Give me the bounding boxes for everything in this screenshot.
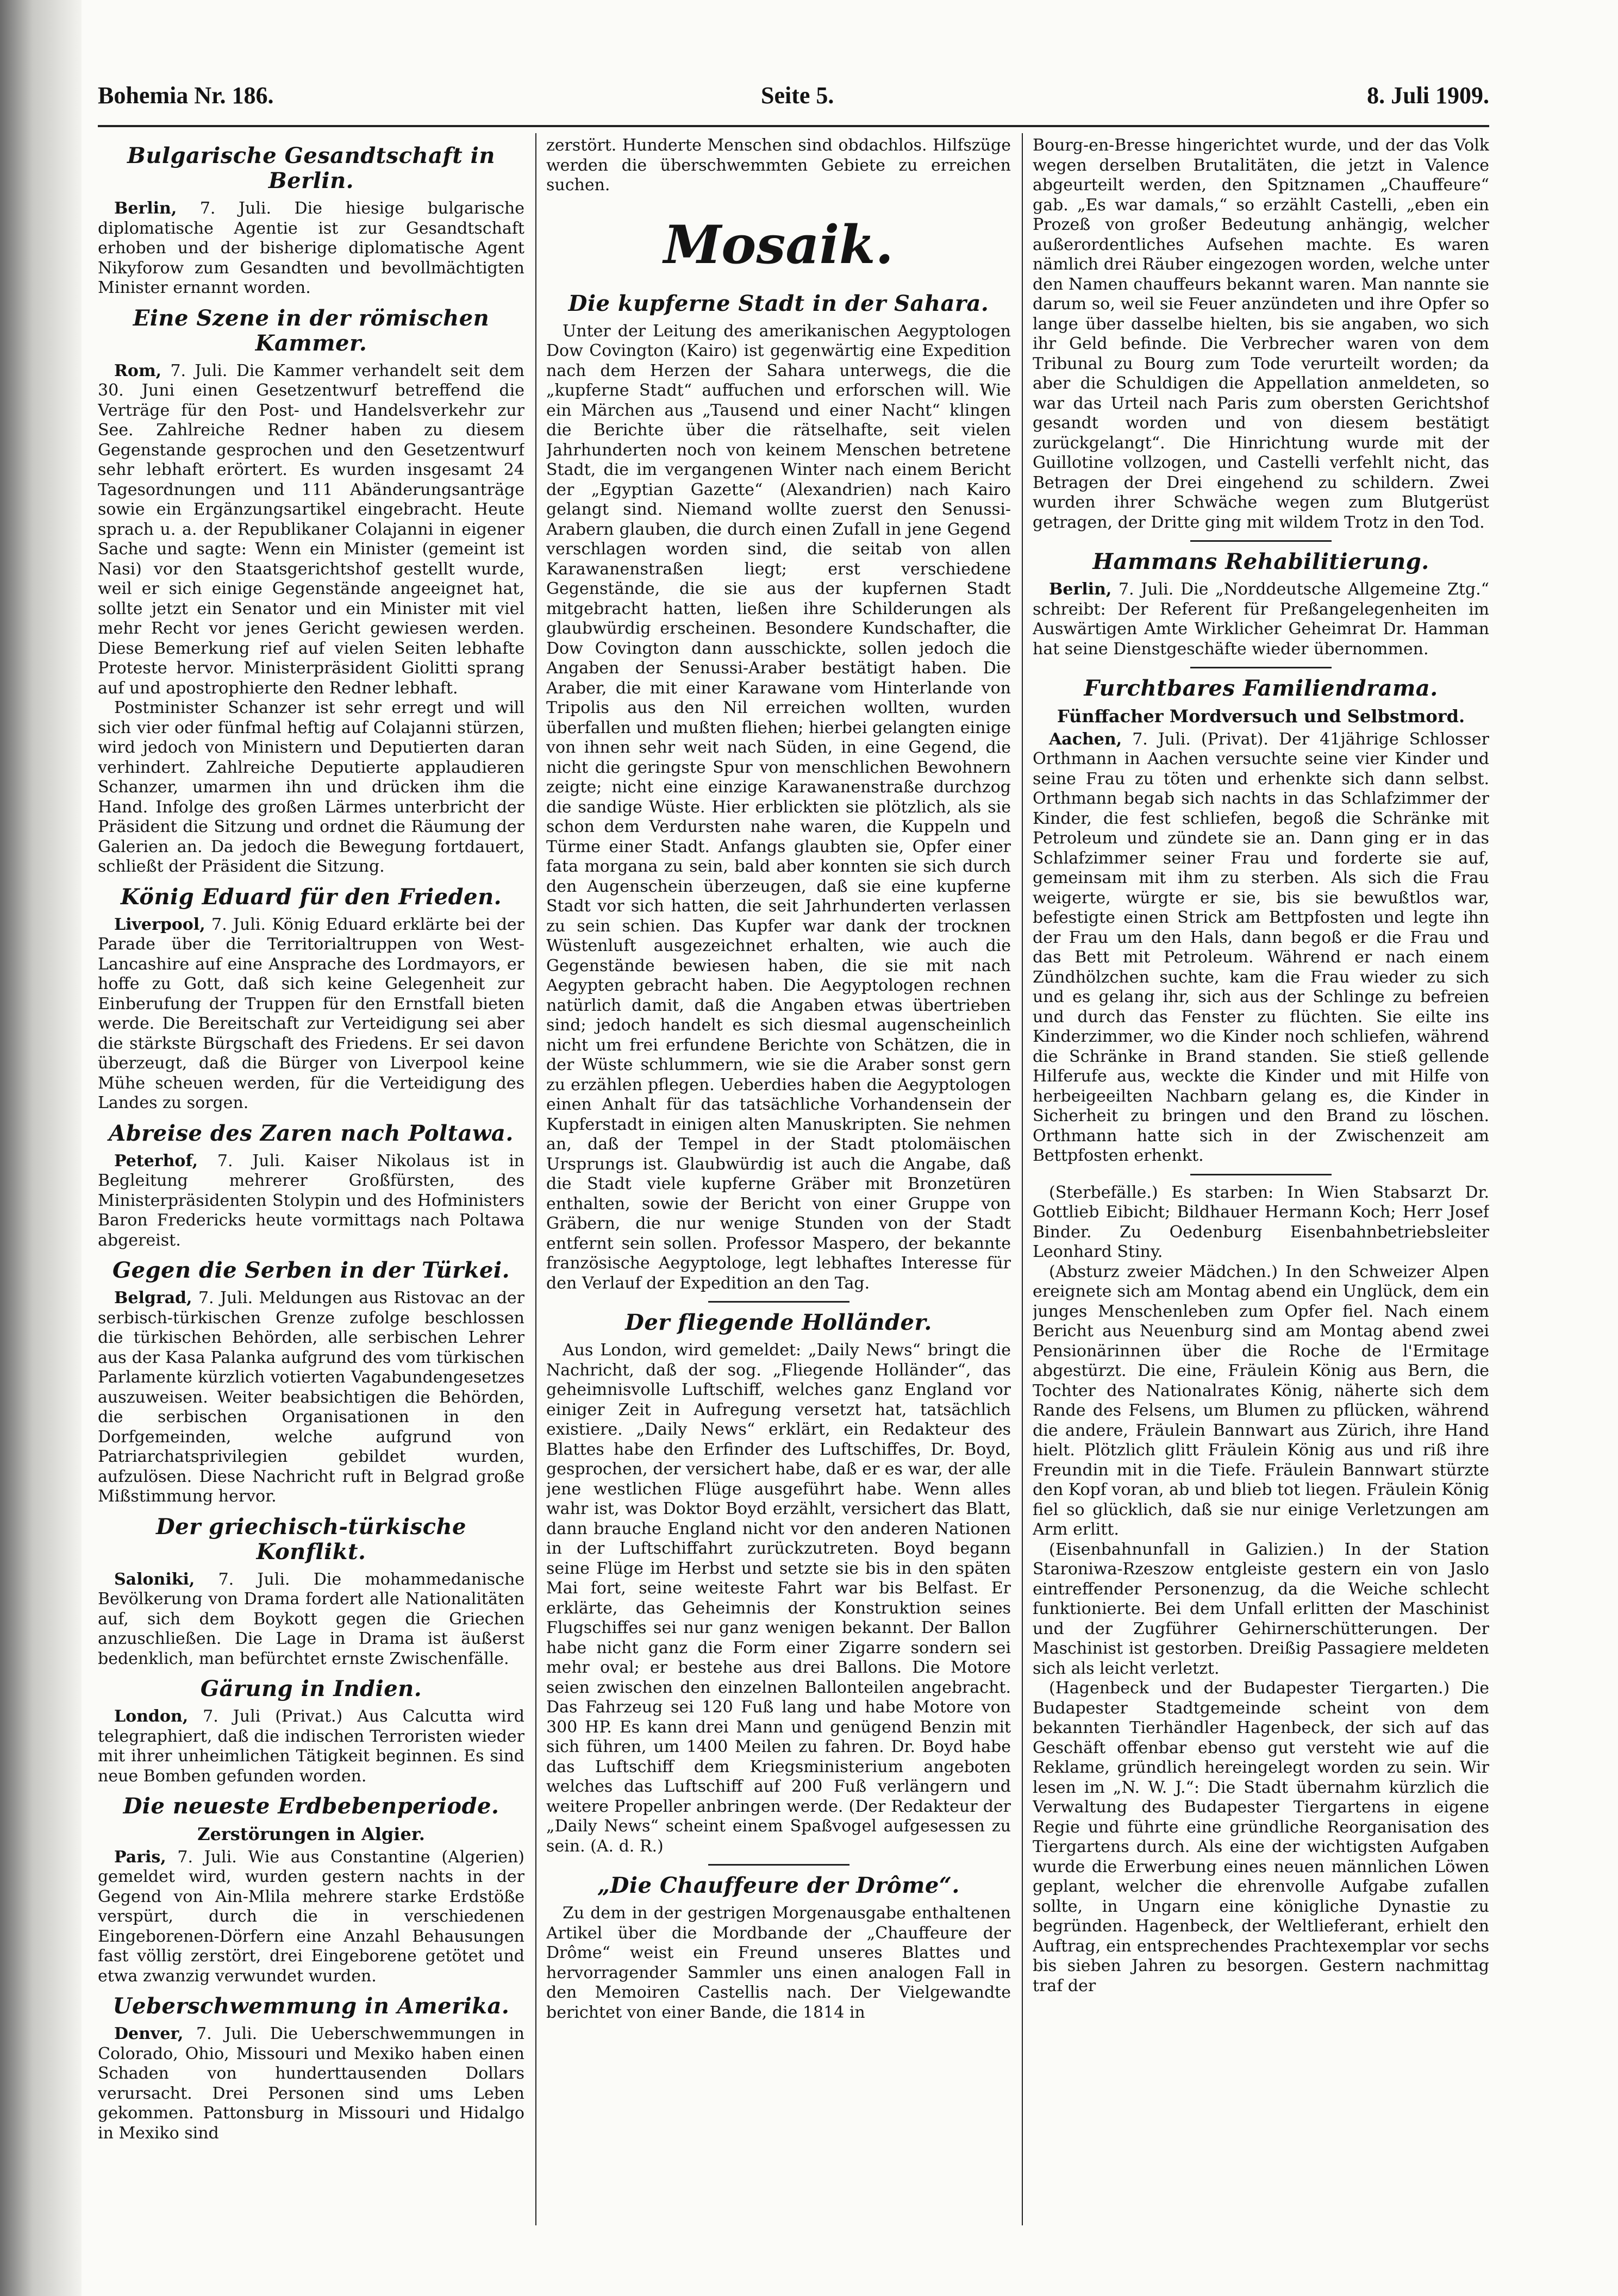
article-text: Unter der Leitung des amerikanischen Aegyptologen Dow Covington (Kairo) ist gegenwärtig eine Expedition nach dem Herzen der Sahara unterwegs, die die „kupferne Stadt“ auffuchen und erforschen will. Wie ein Märchen aus „Tausend und einer Nacht“ klingen die Berichte über die rätselhafte, seit vielen Jahrhunderten noch von keinem Menschen betretene Stadt, die im vergangenen Winter nach einem Bericht der „Egyptian Gazette“ (Alexandrien) nach Kairo gelangt sind. Niemand wollte zuerst den Senussi-Arabern glauben, die durch einen Zufall in jene Gegend verschlagen worden sind, die seitab von allen Karawanenstraßen liegt; erst verschiedene Gegenstände, die sie aus der kupfernen Stadt mitgebracht hatten, ließen ihre Schilderungen als glaubwürdig erscheinen. Besondere Kundschafter, die Dow Covington dann ausschickte, sollen jedoch die Angaben der Senussi-Araber bestätigt haben. Die Araber, die mit einer Karawane vom Hinterlande von Tripolis aus den Nil erreichen wollten, wurden überfallen und mußten fliehen; hierbei gelangten einige von ihnen sehr weit nach Süden, in eine Gegend, die nicht die geringste Spur von menschlichen Bewohnern zeigte; nicht eine einzige Karawanenstraße durchzog die sandige Wüste. Hier erblickten sie plötzlich, als sie schon dem Verdursten nahe waren, die Kuppeln und Türme einer Stadt. Anfangs glaubten sie, Opfer einer fata morgana zu sein, bald aber konnten sie sich durch den Augenschein überzeugen, daß sie eine kupferne Stadt vor sich hatten, die seit Jahrhunderten verlassen zu sein schien. Das Kupfer war dank der trocknen Wüstenluft ausgezeichnet erhalten, wie auch die Gegenstände bewiesen haben, die sie mit nach Aegypten gebracht haben. Die Aegyptologen rechnen natürlich damit, daß die Angaben etwas übertrieben sind; jedoch handelt es sich diesmal augenscheinlich nicht um frei erfundene Berichte von Schätzen, die in der Wüste schlummern, wie sie die Araber sonst gern zu erzählen pflegen. Ueberdies haben die Aegyptologen einen Anhalt für das tatsächliche Vorhandensein der Kupferstadt in einigen alten Manuskripten. Sie nehmen an, daß der Tempel in der Stadt ptolomäischen Ursprungs ist. Glaubwürdig ist auch die Angabe, daß die Stadt viele kupferne Gräber mit Bronzetüren enthalten, sowie der Bericht von einer Gruppe von Gräbern, die nur wenige Stunden von der Stadt entfernt sein sollen. Professor Maspero, der bekannte französische Aegyptologe, legt lebhaftes Interesse für den Verlauf der Expedition an den Tag. [546,321,1011,1293]
article [98,1258,524,1507]
header-rule [98,125,1489,127]
article-text: 7. Juli. Die hiesige bulgarische diplomatische Agentie ist zur Gesandtschaft erhoben und der bisherige diplomatische Agent Nikyforow zum Gesandten und bevollmächtigten Minister ernannt worden. [98,199,524,297]
article [1033,549,1489,659]
article [546,1310,1011,1856]
article [98,1794,524,1986]
article-text: 7. Juli. Die „Norddeutsche Allgemeine Ztg.“ schreibt: Der Referent für Preßangelegenheiten im Auswärtigen Amte Wirklicher Geheimrat Dr. Hamman hat seine Dienstgeschäfte wieder übernommen. [1033,580,1489,659]
article [98,1121,524,1251]
article-text: Zu dem in der gestrigen Morgenausgabe enthaltenen Artikel über die Mordbande der „Chauffeure der Drôme“ weist ein Freund unseres Blattes und hervorragender Sammler uns einen analogen Fall in den Memoiren Castellis nach. Der Vielgewandte berichtet von einer Bande, die 1814 in [546,1904,1011,2022]
news-note: (Sterbefälle.) Es starben: In Wien Stabsarzt Dr. Gottlieb Eibicht; Bildhauer Hermann Koch; Herr Josef Binder. Zu Oedenburg Eisenbahnbetriebsleiter Leonhard Stiny. [1033,1183,1489,1261]
dateline: Berlin, [1049,580,1112,599]
column-3 [1033,136,1489,2231]
column-2 [546,136,1011,2231]
article [98,306,524,877]
article-text: 7. Juli. Meldungen aus Ristovac an der serbisch-türkischen Grenze zufolge beschlossen die türkischen Behörden, alle serbischen Lehrer aus der Kasa Palanka aufgrund des vom türkischen Parlamente kürzlich votierten Vagabundengesetzes auszuweisen. Weiter beabsichtigen die Behörden, die serbischen Organisationen in den Dorfgemeinden, welche aufgrund von Patriarchatsprivilegien gebildet wurden, aufzulösen. Diese Nachricht ruft in Belgrad große Mißstimmung hervor. [98,1288,524,1506]
column-1 [98,136,524,2231]
news-note: (Eisenbahnunfall in Galizien.) In der Station Staroniwa-Rzeszow entgleiste gestern ein von Jaslo eintreffender Personenzug, da die Weiche schlecht funktionierte. Bei dem Unfall erlitten der Maschinist und der Zugführer Gehirnerschütterungen. Der Maschinist ist gestorben. Dreißig Passagiere meldeten sich als leicht verletzt. [1033,1540,1489,1678]
article-text: Aus London, wird gemeldet: „Daily News“ bringt die Nachricht, daß der sog. „Fliegende Holländer“, das geheimnisvolle Luftschiff, welches ganz England vor einiger Zeit in Aufregung versetzt hat, tatsächlich existiere. „Daily News“ erklärt, ein Redakteur des Blattes habe den Erfinder des Luftschiffes, Dr. Boyd, gesprochen, der versichert habe, daß er es war, der alle jene westlichen Flüge ausgeführt habe. Wenn alles wahr ist, was Doktor Boyd erzählt, versichert das Blatt, dann brauche England nicht vor den anderen Nationen in der Luftschiffahrt zurückzutreten. Boyd begann seine Flüge im Herbst und setzte sie bis in den späten Mai fort, seine weiteste Fahrt war bis Belfast. Er erklärte, das Geheimnis der Konstruktion seines Flugschiffes sei nur ganz wenigen bekannt. Der Ballon habe nicht ganz die Form einer Zigarre sondern sei mehr oval; er bestehe aus drei Ballons. Die Motore seien zwischen den einzelnen Ballonteilen angebracht. Das Fahrzeug sei 120 Fuß lang und habe Motore von 300 HP. Es kann drei Mann und genügend Benzin mit sich führen, um 1400 Meilen zu fahren. Dr. Boyd habe das Luftschiff dem Kriegsministerium angeboten welches das Luftschiff auf 200 Fuß verlängern und weitere Propeller anbringen werde. (Der Redakteur der „Daily News“ scheint einem Spaßvogel aufgesessen zu sein. (A. d. R.) [546,1341,1011,1856]
continued-text: Bourg-en-Bresse hingerichtet wurde, und der das Volk wegen derselben Brutalitäten, die jetzt in Valence abgeurteilt werden, den Spitznamen „Chauffeure“ gab. „Es war damals,“ so erzählt Castelli, „eben ein Prozeß von großer Bedeutung anhängig, welcher außerordentliches Aufsehen machte. Es waren nämlich drei Räuber eingezogen worden, welche unter den Namen chauffeurs bekannt waren. Man nannte sie darum so, weil sie Feuer anzündeten und ihre Opfer so lange über dasselbe hielten, bis sie angaben, wo sich ihr Geld befinde. Die Verbrecher waren von dem Tribunal zu Bourg zum Tode verurteilt worden; da aber die Schuldigen die Appellation anmeldeten, so war das Urteil nach Paris zum obersten Gerichtshof gesandt worden und von diesem bestätigt zurückgelangt“. Die Hinrichtung wurde mit der Guillotine vollzogen, und Castelli verfehlt nicht, das Betragen der Drei eingehend zu schildern. Zwei wurden ihrer Schwäche wegen zum Blutgerüst getragen, der Dritte ging mit wildem Trotz in den Tod. [1033,136,1489,532]
article-headline: Die kupferne Stadt in der Sahara. [568,290,989,316]
article-headline: Abreise des Zaren nach Poltawa. [109,1120,514,1146]
article [98,1515,524,1669]
article-separator [708,1864,849,1866]
article-text: 7. Juli. König Eduard erklärte bei der Parade über die Territorialtruppen von West-Lancashire auf eine Ansprache des Lordmayors, er hoffe zu Gott, daß sich keine Gelegenheit zur Einberufung der Truppen für den Ernstfall bieten werde. Die Bereitschaft zur Verteidigung sei aber die stärkste Bürgschaft des Friedens. Er sei davon überzeugt, daß die Bürger von Liverpool keine Mühe scheuen werden, für die Verteidigung des Landes zu sorgen. [98,915,524,1112]
dateline: Paris, [114,1847,166,1867]
article-text: 7. Juli (Privat.) Aus Calcutta wird telegraphiert, daß die indischen Terroristen wieder mit ihrer unheimlichen Tätigkeit beginnen. Es sind neue Bomben gefunden worden. [98,1707,524,1786]
article-text: 7. Juli. Wie aus Constantine (Algerien) gemeldet wird, wurden gestern nachts in der Gegend von Ain-Mlila mehrere starke Erdstöße verspürt, durch die in verschiedenen Eingeborenen-Dörfern eine Anzahl Behausungen fast völlig zerstört, drei Eingeborene getötet und etwa zwanzig verwundet wurden. [98,1847,524,1986]
article [98,1994,524,2143]
article-subheadline: Zerstörungen in Algier. [197,1824,425,1844]
dateline: Liverpool, [114,915,205,934]
dateline: Aachen, [1049,729,1122,749]
article-separator [1190,667,1332,668]
dateline: Peterhof, [114,1151,198,1171]
article [546,1873,1011,2023]
article-text: Postminister Schanzer ist sehr erregt und will sich vier oder fünfmal heftig auf Colajanni stürzen, wird jedoch von Ministern und Deputierten daran verhindert. Zahlreiche Deputierte applaudieren Schanzer, umarmen ihn und drücken ihm die Hand. Infolge des großen Lärmes unterbricht der Präsident die Sitzung und ordnet die Räumung der Galerien an. Da jedoch die Bewegung fortdauert, schließt der Präsident die Sitzung. [98,698,524,876]
news-note: (Hagenbeck und der Budapester Tiergarten.) Die Budapester Stadtgemeinde scheint von dem bekannten Tierhändler Hagenbeck, der sich auf das Geschäft offenbar ebenso gut versteht wie auf die Reklame, gründlich hereingelegt worden zu sein. Wir lesen im „N. W. J.“: Die Stadt übernahm kürzlich die Verwaltung des Budapester Tiergartens in eigene Regie und führte eine gründliche Reorganisation des Tiergartens durch. Als eine der wichtigsten Aufgaben wurde die Erwerbung eines neuen männlichen Löwen geplant, welcher die ehrenvolle Aufgabe zufallen sollte, in Ungarn eine königliche Dynastie zu begründen. Hagenbeck, der Weltlieferant, erhielt den Auftrag, ein entsprechendes Prachtexemplar vor sechs bis sieben Jahren zu besorgen. Gestern nachmittag traf der [1033,1679,1489,1995]
dateline: London, [114,1707,189,1726]
article-separator [708,1301,849,1303]
header-issue: Bohemia Nr. 186. [98,82,274,109]
article [98,143,524,298]
dateline: Saloniki, [114,1569,195,1589]
column-divider-2 [1022,133,1023,2225]
article-headline: König Eduard für den Frieden. [120,884,502,910]
article [1033,676,1489,1166]
article-headline: Furchtbares Familiendrama. [1084,675,1438,701]
article-text: 7. Juli. (Privat). Der 41jährige Schlosser Orthmann in Aachen versuchte seine vier Kinder und seine Frau zu töten und erhenkte sich dann selbst. Orthmann begab sich nachts in das Schlafzimmer der Kinder, die fest schliefen, begoß die Schränke mit Petroleum und zündete sie an. Dann ging er in das Schlafzimmer seiner Frau und forderte sie auf, gemeinsam mit ihm zu sterben. Als sich die Frau weigerte, würgte er sie, bis sie bewußtlos war, befestigte einen Strick am Bettpfosten und legte ihn der Frau um den Hals, dann begoß er die Frau und das Bett mit Petroleum. Während er nach einem Zündhölzchen suchte, kam die Frau wieder zu sich und es gelang ihr, sich aus der Schlinge zu befreien und durch das Fenster zu flüchten. Sie eilte ins Kinderzimmer, wo die Kinder noch schliefen, während die Schränke in Brand standen. Sie stieß gellende Hilferufe aus, weckte die Kinder und mit Hilfe von herbeigeeilten Nachbarn gelang es, die Kinder in Sicherheit zu bringen und den Brand zu löschen. Orthmann hatte sich in der Zwischenzeit am Bettpfosten erhenkt. [1033,729,1489,1165]
dateline: Berlin, [114,199,177,218]
article-text: 7. Juli. Die Ueberschwemmungen in Colorado, Ohio, Missouri und Mexiko haben einen Schaden von hunderttausenden Dollars verursacht. Drei Personen sind ums Leben gekommen. Pattonsburg in Missouri und Hidalgo in Mexiko sind [98,2024,524,2143]
article-text: 7. Juli. Kaiser Nikolaus ist in Begleitung mehrerer Großfürsten, des Ministerpräsidenten Stolypin und des Hofministers Baron Fredericks heute vormittags nach Poltawa abgereist. [98,1151,524,1250]
section-title: Mosaik. [664,214,894,276]
dateline: Belgrad, [114,1288,192,1307]
article-headline: Ueberschwemmung in Amerika. [113,1993,510,2019]
header-page-number: Seite 5. [761,82,834,109]
article-headline: Eine Szene in der römischen Kammer. [133,305,490,356]
header-date: 8. Juli 1909. [1367,82,1489,109]
article-headline: Der griechisch-türkische Konflikt. [156,1513,466,1565]
article [98,1676,524,1786]
column-divider-1 [535,133,536,2225]
article-headline: Die neueste Erdbebenperiode. [123,1793,499,1819]
article-headline: Hammans Rehabilitierung. [1092,549,1429,574]
continued-text: zerstört. Hunderte Menschen sind obdachlos. Hilfszüge werden die überschwemmten Gebiete zu erreichen suchen. [546,136,1011,195]
article [98,885,524,1113]
article-text: 7. Juli. Die mohammedanische Bevölkerung von Drama fordert alle Nationalitäten auf, sich dem Boykott gegen die Griechen anzuschließen. Die Lage in Drama ist äußerst bedenklich, man befürchtet ernste Zwischenfälle. [98,1569,524,1668]
article-headline: „Die Chauffeure der Drôme“. [597,1873,960,1898]
article-headline: Der fliegende Holländer. [625,1310,932,1335]
article-headline: Bulgarische Gesandtschaft in Berlin. [127,143,495,193]
dateline: Denver, [114,2024,184,2043]
article-separator [1190,1174,1332,1175]
article-separator [1190,540,1332,542]
article [546,291,1011,1294]
news-note: (Absturz zweier Mädchen.) In den Schweizer Alpen ereignete sich am Montag abend ein Unglück, dem ein junges Menschenleben zum Opfer fiel. Nach einem Bericht aus Neuenburg sind am Montag abend zwei Pensionärinnen über die Roche de l'Ermitage abgestürzt. Die eine, Fräulein König aus Bern, die Tochter des Nationalrates König, näherte sich dem Rande des Felsens, um Blumen zu pflücken, während die andere, Fräulein Bannwart aus Zürich, ihre Hand hielt. Plötzlich glitt Fräulein König aus und riß ihre Freundin mit in die Tiefe. Fräulein Bannwart stürzte den Kopf voran, ab und blieb tot liegen. Fräulein König fiel so glücklich, daß sie nur einige Verletzungen am Arm erlitt. [1033,1262,1489,1539]
article-subheadline: Fünffacher Mordversuch und Selbstmord. [1057,706,1465,727]
article-headline: Gärung in Indien. [200,1676,422,1701]
page-header [98,82,1489,120]
article-headline: Gegen die Serben in der Türkei. [112,1258,510,1283]
article-text: 7. Juli. Die Kammer verhandelt seit dem 30. Juni einen Gesetzentwurf betreffend die Verträge für den Post- und Handelsverkehr zur See. Zahlreiche Redner haben zu diesem Gegenstande gesprochen und den Gesetzentwurf sehr lebhaft erörtert. Es wurden insgesamt 24 Tagesordnungen und 111 Abänderungsanträge sowie ein Ergänzungsartikel eingebracht. Heute sprach u. a. der Republikaner Colajanni in eigener Sache und sagte: Wenn ein Minister (gemeint ist Nasi) vor den Staatsgerichtshof gestellt wurde, weil er sich einige Gegenstände angeeignet hat, sollte jetzt ein Senator und ein Minister mit viel mehr Recht vor jenes Gericht gewiesen werden. Diese Bemerkung rief auf vielen Seiten lebhafte Proteste hervor. Ministerpräsident Giolitti sprang auf und apostrophierte den Redner lebhaft. [98,361,524,698]
scan-edge-shadow [0,0,82,2296]
dateline: Rom, [114,361,162,380]
